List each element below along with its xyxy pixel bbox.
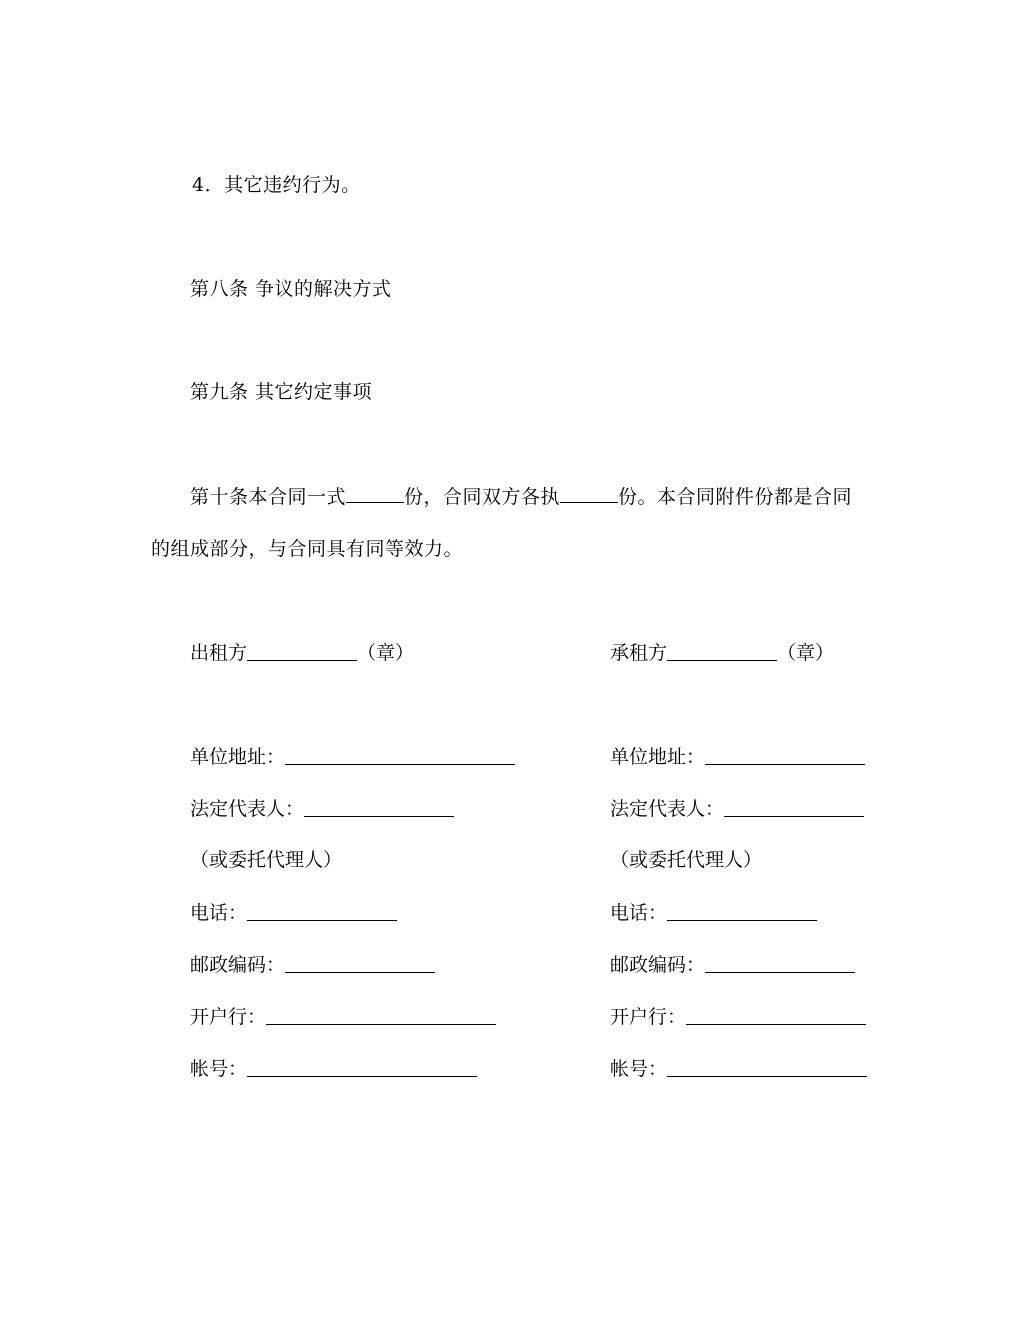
lessee-account-blank[interactable] — [667, 1058, 867, 1077]
article-10-text-b: 份，合同双方各执 — [404, 486, 561, 508]
lessee-bank-row — [610, 1004, 866, 1029]
lessor-agent-label: （或委托代理人） — [190, 849, 343, 871]
lessee-party-row — [610, 640, 834, 665]
lessor-bank-row — [190, 1004, 496, 1029]
lessor-account-row — [190, 1056, 477, 1081]
article-9-heading: 第九条 其它约定事项 — [190, 381, 373, 403]
lessor-label: 出租方 — [190, 642, 248, 664]
lessee-account-label: 帐号： — [610, 1058, 668, 1080]
lessor-postcode-label: 邮政编码： — [190, 954, 286, 976]
lessor-address-blank[interactable] — [285, 746, 515, 765]
lessee-agent-row — [610, 848, 762, 872]
article-10-text-c: 份。本合同附件份都是合同 — [618, 486, 853, 508]
lessee-rep-row — [610, 796, 864, 821]
lessee-label: 承租方 — [610, 642, 668, 664]
lessee-bank-blank[interactable] — [686, 1006, 866, 1025]
lessor-bank-label: 开户行： — [190, 1006, 267, 1028]
lessee-postcode-label: 邮政编码： — [610, 954, 706, 976]
lessee-postcode-blank[interactable] — [705, 954, 855, 973]
lessee-seal: （章） — [777, 642, 835, 664]
lessee-address-label: 单位地址： — [610, 746, 706, 768]
lessor-phone-label: 电话： — [190, 902, 248, 924]
copies-each-blank[interactable] — [560, 484, 618, 503]
lessor-seal: （章） — [357, 642, 415, 664]
lessor-account-blank[interactable] — [247, 1058, 477, 1077]
lessor-account-label: 帐号： — [190, 1058, 248, 1080]
lessor-postcode-row — [190, 952, 435, 977]
lessee-rep-blank[interactable] — [724, 798, 864, 817]
lessee-bank-label: 开户行： — [610, 1006, 687, 1028]
lessee-phone-label: 电话： — [610, 902, 668, 924]
lessor-phone-row — [190, 900, 397, 925]
lessee-address-row — [610, 744, 865, 769]
item-4: 4．其它违约行为。 — [192, 174, 361, 196]
lessor-bank-blank[interactable] — [266, 1006, 496, 1025]
lessor-postcode-blank[interactable] — [285, 954, 435, 973]
lessee-name-blank[interactable] — [667, 642, 777, 661]
lessor-address-label: 单位地址： — [190, 746, 286, 768]
lessor-rep-blank[interactable] — [304, 798, 454, 817]
article-10-line2: 的组成部分，与合同具有同等效力。 — [151, 538, 464, 560]
lessor-address-row — [190, 744, 515, 769]
lessee-agent-label: （或委托代理人） — [610, 849, 763, 871]
lessor-party-row — [190, 640, 414, 665]
lessee-phone-row — [610, 900, 817, 925]
lessor-name-blank[interactable] — [247, 642, 357, 661]
lessor-phone-blank[interactable] — [247, 902, 397, 921]
lessee-account-row — [610, 1056, 867, 1081]
lessee-postcode-row — [610, 952, 855, 977]
lessee-rep-label: 法定代表人： — [610, 798, 725, 820]
article-10-text-a: 第十条本合同一式 — [190, 486, 347, 508]
copies-total-blank[interactable] — [346, 484, 404, 503]
lessee-address-blank[interactable] — [705, 746, 865, 765]
lessor-agent-row — [190, 848, 342, 872]
lessor-rep-row — [190, 796, 454, 821]
lessor-rep-label: 法定代表人： — [190, 798, 305, 820]
article-10-line1 — [190, 484, 852, 509]
lessee-phone-blank[interactable] — [667, 902, 817, 921]
article-8-heading: 第八条 争议的解决方式 — [190, 278, 392, 300]
